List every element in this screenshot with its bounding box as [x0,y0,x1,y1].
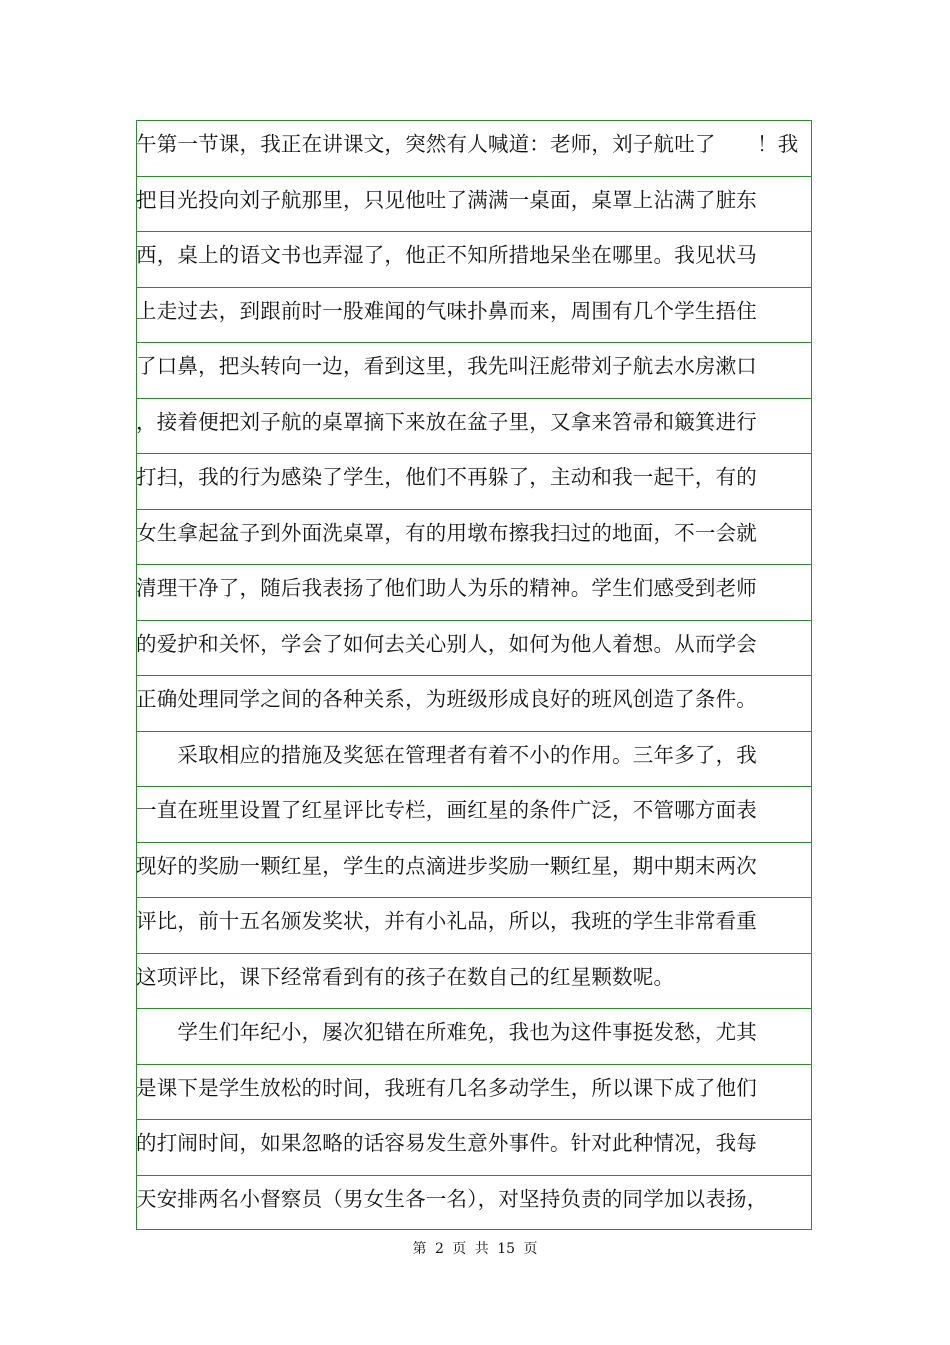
text-line: 学生们年纪小，屡次犯错在所难免，我也为这件事挺发愁，尤其 [136,1020,757,1044]
text-line: 把目光投向刘子航那里，只见他吐了满满一桌面，桌罩上沾满了脏东 [136,187,757,212]
text-line: 采取相应的措施及奖惩在管理者有着不小的作用。三年多了，我 [136,742,757,767]
text-line: 女生拿起盆子到外面洗桌罩，有的用墩布擦我扫过的地面，不一会就 [136,520,757,545]
text-line: 的爱护和关怀，学会了如何去关心别人，如何为他人着想。从而学会 [136,631,757,656]
text-line: 天安排两名小督察员（男女生各一名），对坚持负责的同学加以表扬， [136,1186,768,1211]
text-line: 评比，前十五名颁发奖状，并有小礼品，所以，我班的学生非常看重 [136,909,757,933]
text-line: 正确处理同学之间的各种关系，为班级形成良好的班风创造了条件。 [136,687,757,711]
text-line: ，接着便把刘子航的桌罩摘下来放在盆子里，又拿来笤帚和簸箕进行 [136,409,757,434]
page-footer: 第 2 页 共 15 页 [412,1241,538,1257]
text-line: 的打闹时间，如果忽略的话容易发生意外事件。针对此种情况，我每 [136,1131,757,1155]
text-line: 打扫，我的行为感染了学生，他们不再躲了，主动和我一起干，有的 [136,465,757,489]
text-line: 了口鼻，把头转向一边，看到这里，我先叫汪彪带刘子航去水房漱口 [136,354,757,378]
text-line: 清理干净了，随后我表扬了他们助人为乐的精神。学生们感受到老师 [136,576,757,600]
text-line: 这项评比，课下经常看到有的孩子在数自己的红星颗数呢。 [136,964,675,989]
text-line: 是课下是学生放松的时间，我班有几名多动学生，所以课下成了他们 [136,1075,757,1100]
text-line: 现好的奖励一颗红星，学生的点滴进步奖励一颗红星，期中期末两次 [136,853,757,878]
text-line: 西，桌上的语文书也弄湿了，他正不知所措地呆坐在哪里。我见状马 [136,243,757,267]
text-line: 一直在班里设置了红星评比专栏，画红星的条件广泛，不管哪方面表 [136,798,757,822]
text-line: 上走过去，到跟前时一股难闻的气味扑鼻而来，周围有几个学生捂住 [136,298,757,323]
text-line: 午第一节课，我正在讲课文，突然有人喊道：老师，刘子航吐了 ！我 [136,132,799,156]
